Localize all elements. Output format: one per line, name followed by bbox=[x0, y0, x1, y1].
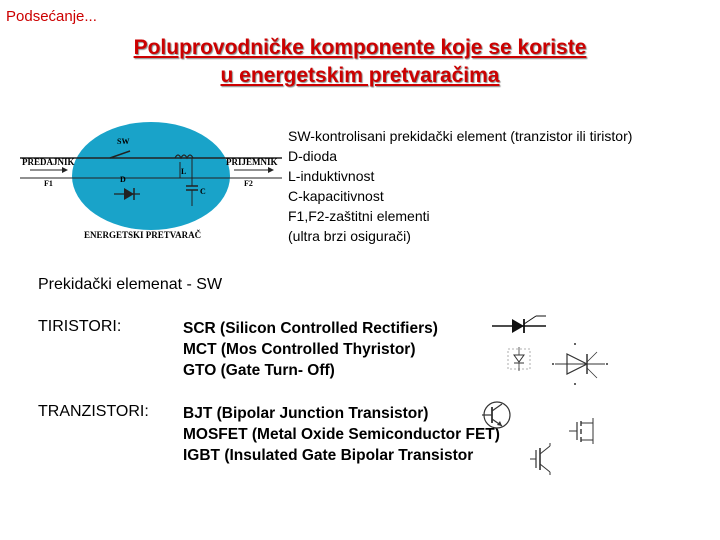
page-title-line1: Poluprovodničke komponente koje se koriste bbox=[133, 36, 587, 59]
mosfet-symbol-icon bbox=[567, 416, 601, 446]
legend-item-d: D-dioda bbox=[288, 148, 338, 164]
transistor-list bbox=[183, 403, 500, 466]
sw-label: SW bbox=[117, 137, 130, 146]
converter-ellipse bbox=[72, 122, 230, 230]
thyristors-label: TIRISTORI: bbox=[38, 318, 122, 335]
legend-item-f: F1,F2-zaštitni elementi bbox=[288, 208, 430, 224]
transistors-label: TRANZISTORI: bbox=[38, 403, 149, 420]
thyristor-item-mct: MCT (Mos Controlled Thyristor) bbox=[183, 341, 416, 358]
switch-heading: Prekidački elemenat - SW bbox=[38, 276, 223, 293]
legend-item-l: L-induktivnost bbox=[288, 168, 375, 184]
left-label: PREDAJNIK bbox=[22, 157, 75, 167]
transistor-item-bjt: BJT (Bipolar Junction Transistor) bbox=[183, 405, 429, 422]
transistor-item-igbt: IGBT (Insulated Gate Bipolar Transistor bbox=[183, 447, 474, 464]
converter-diagram bbox=[20, 120, 282, 244]
f2-label: F2 bbox=[244, 179, 253, 188]
l-label: L bbox=[181, 167, 187, 176]
gto-symbol-icon bbox=[545, 338, 613, 388]
thyristor-item-scr: SCR (Silicon Controlled Rectifiers) bbox=[183, 320, 438, 337]
legend-item-c: C-kapacitivnost bbox=[288, 188, 384, 204]
f1-label: F1 bbox=[44, 179, 53, 188]
transistor-item-mosfet: MOSFET (Metal Oxide Semiconductor FET) bbox=[183, 426, 500, 443]
bjt-symbol-icon bbox=[480, 398, 514, 432]
page-title-line2: u energetskim pretvaračima bbox=[220, 64, 500, 87]
legend-item-sw: SW-kontrolisani prekidački element (tranzistor ili tiristor) bbox=[288, 128, 633, 144]
scr-symbol-icon bbox=[488, 312, 552, 340]
legend-item-fuses: (ultra brzi osigurači) bbox=[288, 228, 411, 244]
right-label: PRIJEMNIK bbox=[226, 157, 278, 167]
thyristor-item-gto: GTO (Gate Turn- Off) bbox=[183, 362, 335, 379]
d-label: D bbox=[120, 175, 126, 184]
igbt-symbol-icon bbox=[528, 442, 558, 476]
mct-symbol-icon bbox=[505, 345, 535, 373]
c-label: C bbox=[200, 187, 206, 196]
thyristor-list bbox=[183, 318, 438, 381]
reminder-text: Podsećanje... bbox=[6, 8, 97, 25]
bottom-label: ENERGETSKI PRETVARAČ bbox=[84, 230, 202, 240]
diagram-legend bbox=[288, 126, 632, 246]
